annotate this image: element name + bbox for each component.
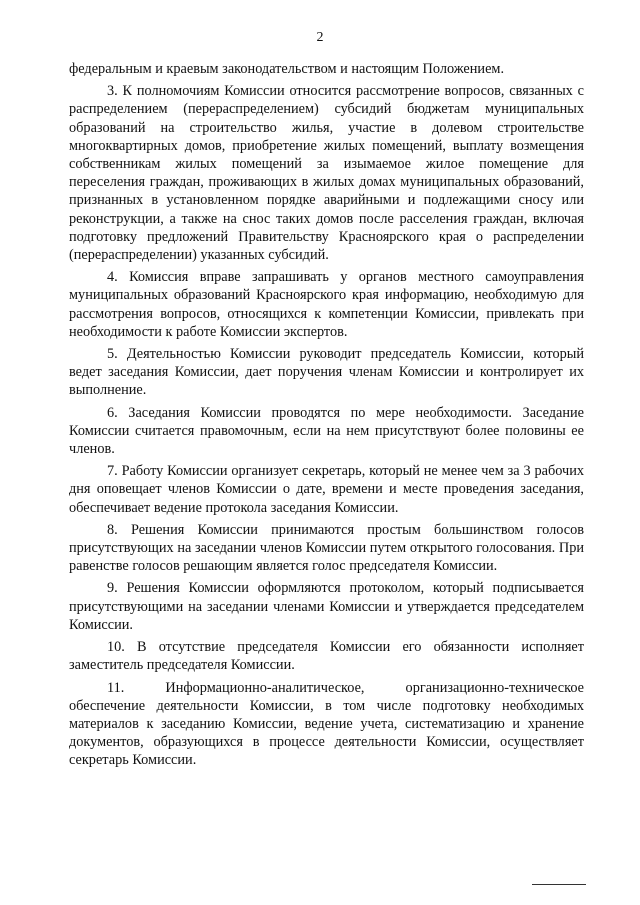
paragraph-7-secretary-duties: 7. Работу Комиссии организует секретарь, который не менее чем за 3 рабочих дня оповещает членов Комиссии о дате, времени и месте проведения заседания, обеспечивает ведение протокола заседания Комиссии. xyxy=(69,463,584,516)
paragraph-10-deputy-chairman: 10. В отсутствие председателя Комиссии его обязанности исполняет заместитель председателя Комиссии. xyxy=(69,639,584,674)
paragraph-8-decisions: 8. Решения Комиссии принимаются простым большинством голосов присутствующих на заседании членов Комиссии путем открытого голосования. При равенстве голосов решающим является голос председателя Комиссии. xyxy=(69,521,584,575)
paragraph-4-information-requests: 4. Комиссия вправе запрашивать у органов местного самоуправления муниципальных образований Красноярского края информацию, необходимую для рассмотрения вопросов, относящихся к компетенции Комиссии, привлекать при необходимости к работе Комиссии экспертов. xyxy=(69,269,584,340)
page-number: 2 xyxy=(316,30,324,45)
paragraph-6-meetings: 6. Заседания Комиссии проводятся по мере необходимости. Заседание Комиссии считается правомочным, если на нем присутствуют более половины ее членов. xyxy=(69,404,584,458)
paragraph-continuation: федеральным и краевым законодательством и настоящим Положением. xyxy=(69,61,505,77)
paragraph-3-commission-powers: 3. К полномочиям Комиссии относится рассмотрение вопросов, связанных с распределением (перераспределением) субсидий бюджетам муниципальных образований на строительство жилья, участие в долевом строительстве многоквартирных домов, приобретение жилых помещений, выплату возмещения собственникам жилых помещений за изымаемое жилое помещение для переселения граждан, проживающих в жилых домах муниципальных образований, признанных в установленном порядке аварийными и подлежащими сносу или реконструкции, а также на снос таких домов после расселения граждан, включая подготовку предложений Правительству Красноярского края о распределении (перераспределении) указанных субсидий. xyxy=(69,83,584,264)
document-body xyxy=(69,60,584,774)
paragraph-9-protocol: 9. Решения Комиссии оформляются протоколом, который подписывается присутствующими на заседании членами Комиссии и утверждается председателем Комиссии. xyxy=(69,580,584,633)
footer-rule xyxy=(532,884,586,885)
paragraph-5-chairman-duties: 5. Деятельностью Комиссии руководит председатель Комиссии, который ведет заседания Комиссии, дает поручения членам Комиссии и контролирует их выполнение. xyxy=(69,346,584,399)
paragraph-11-support: 11. Информационно-аналитическое, организационно-техническое обеспечение деятельности Комиссии, в том числе подготовку необходимых материалов к заседанию Комиссии, ведение учета, систематизацию и хранение документов, образующихся в процессе деятельности Комиссии, осуществляет секретарь Комиссии. xyxy=(69,679,584,769)
